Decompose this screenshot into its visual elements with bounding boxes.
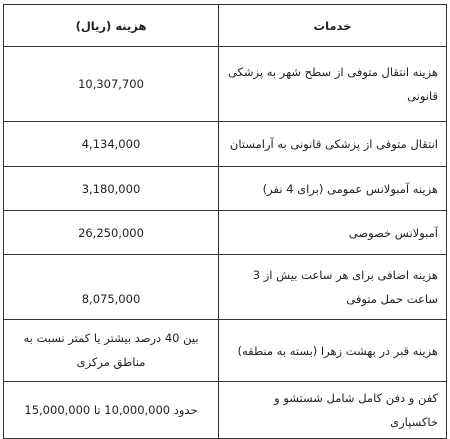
service-cell: انتقال متوفی از پزشکی قانونی به آرامستان <box>219 122 447 167</box>
cost-cell: 26,250,000 <box>4 211 219 255</box>
service-cell: هزینه قبر در بهشت زهرا (بسته به منطقه) <box>219 320 447 382</box>
cost-cell: 3,180,000 <box>4 167 219 211</box>
table-row <box>4 255 447 320</box>
service-cell: هزینه آمبولانس عمومی (برای 4 نفر) <box>219 167 447 211</box>
service-cell: کفن و دفن کامل شامل شستشو و خاکسپاری <box>219 382 447 439</box>
table-row <box>4 382 447 439</box>
cost-cell: حدود 10,000,000 تا 15,000,000 <box>4 382 219 439</box>
service-cell: آمبولانس خصوصی <box>219 211 447 255</box>
table-row <box>4 47 447 122</box>
table-header-row <box>4 5 447 47</box>
cost-cell: بین 40 درصد بیشتر یا کمتر نسبت به مناطق مرکزی <box>4 320 219 382</box>
header-services: خدمات <box>219 5 447 47</box>
funeral-costs-table <box>3 4 447 439</box>
cost-cell: 8,075,000 <box>4 255 219 320</box>
service-cell: هزینه اضافی برای هر ساعت بیش از 3 ساعت حمل متوفی <box>219 255 447 320</box>
header-cost: هزینه (ریال) <box>4 5 219 47</box>
table-row <box>4 122 447 167</box>
cost-cell: 10,307,700 <box>4 47 219 122</box>
service-cell: هزینه انتقال متوفی از سطح شهر به پزشکی قانونی <box>219 47 447 122</box>
table-row <box>4 167 447 211</box>
table-row <box>4 211 447 255</box>
table-row <box>4 320 447 382</box>
cost-cell: 4,134,000 <box>4 122 219 167</box>
